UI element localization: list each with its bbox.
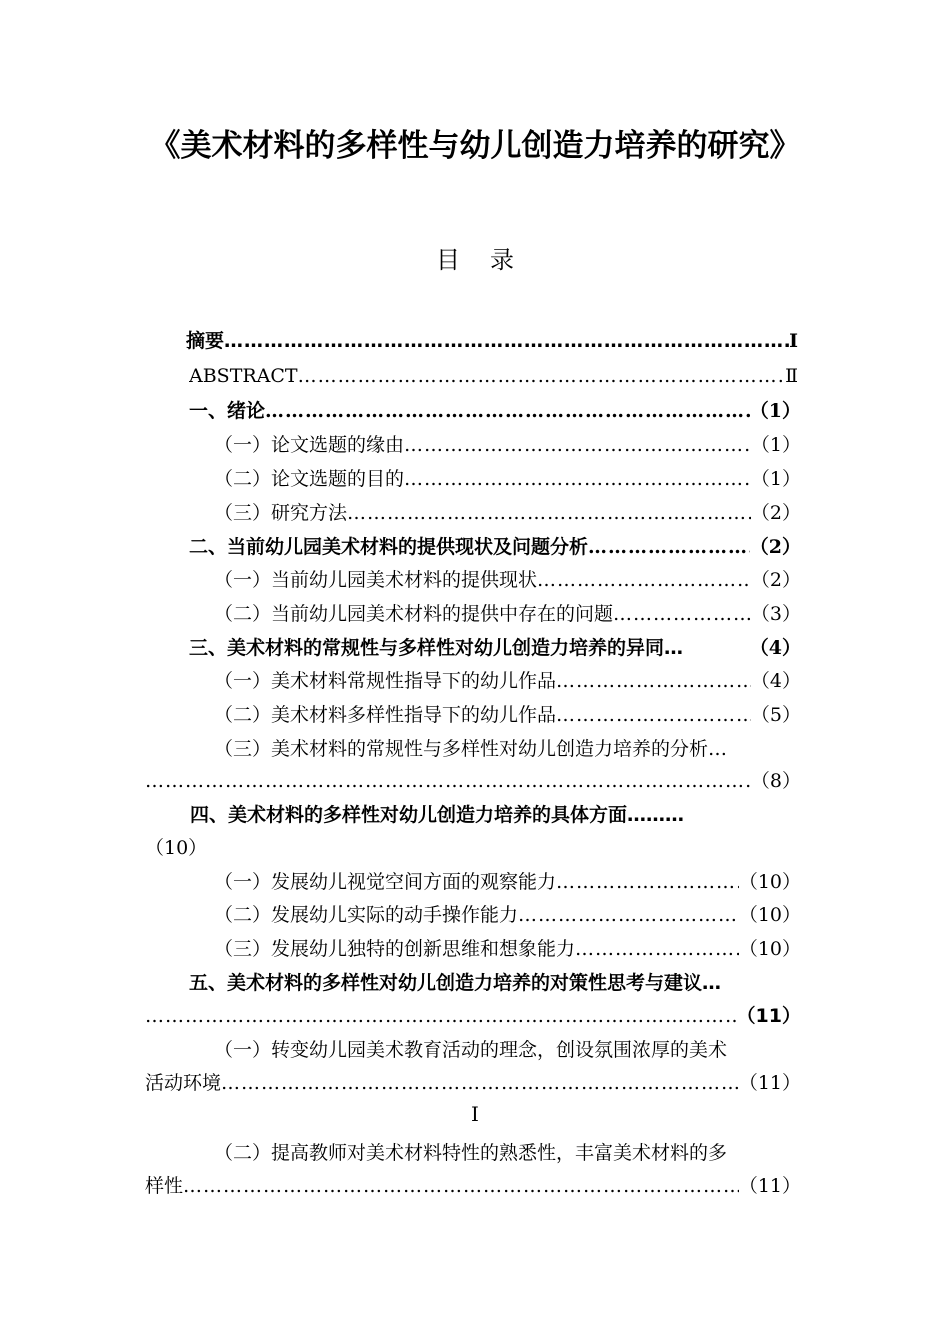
leader-dots [404,430,751,460]
toc-entry-section-4-1[interactable]: （一）发展幼儿视觉空间方面的观察能力 ……………………………………………………………………………………………………………………………………… （10） [214,867,801,897]
toc-entry-section-5-1[interactable]: （一）转变幼儿园美术教育活动的理念，创设氛围浓厚的美术 [214,1039,728,1061]
document-title: 《美术材料的多样性与幼儿创造力培养的研究》 [149,128,801,164]
toc-entry-section-5[interactable]: 五、美术材料的多样性对幼儿创造力培养的对策性思考与建议… [189,972,722,994]
leader-dots [537,565,751,595]
toc-entry-abstract-cn[interactable]: 摘要 ……………………………………………………………………………………………………………………………………… Ⅰ [186,326,798,356]
leader-dots [145,1001,737,1031]
toc-entry-section-1-3[interactable]: （三）研究方法 ……………………………………………………………………………………………………………………………………… （2） [214,498,801,528]
leader-dots [404,464,751,494]
toc-entry-section-4-2[interactable]: （二）发展幼儿实际的动手操作能力 ……………………………………………………………………………………………………………………………………… （10） [214,900,801,930]
toc-entry-section-2-2[interactable]: （二）当前幼儿园美术材料的提供中存在的问题 ……………………………………………………………………………………………………………………………………… （3） [214,599,801,629]
leader-dots [518,900,739,930]
toc-entry-section-5-2-cont[interactable]: 样性 ……………………………………………………………………………………………………………………………………… （11） [145,1171,801,1201]
leader-dots [224,326,789,356]
toc-entry-section-5-2[interactable]: （二）提高教师对美术材料特性的熟悉性，丰富美术材料的多 [214,1142,728,1164]
toc-entry-section-1-2[interactable]: （二）论文选题的目的 ……………………………………………………………………………………………………………………………………… （1） [214,464,801,494]
leader-dots [183,1171,739,1201]
leader-dots [221,1068,739,1098]
toc-entry-section-4-page[interactable]: （10） [145,837,208,859]
toc-entry-section-3-3-cont[interactable]: ……………………………………………………………………………………………………………………………………… （8） [145,766,801,796]
toc-entry-abstract-en[interactable]: ABSTRACT ……………………………………………………………………………………………………………………………………… Ⅱ [189,361,798,391]
leader-dots [298,361,785,391]
leader-dots [588,532,750,562]
leader-dots [575,934,739,964]
toc-entry-section-1-1[interactable]: （一）论文选题的缘由 ……………………………………………………………………………………………………………………………………… （1） [214,430,801,460]
toc-heading: 目录 [436,246,544,274]
toc-entry-section-3-3[interactable]: （三）美术材料的常规性与多样性对幼儿创造力培养的分析… [214,738,728,760]
leader-dots [347,498,751,528]
toc-entry-section-1[interactable]: 一、绪论 ……………………………………………………………………………………………………………………………………… （1） [189,396,801,426]
leader-dots [556,666,751,696]
toc-entry-section-5-1-cont[interactable]: 活动环境 ……………………………………………………………………………………………………………………………………… （11） [145,1068,801,1098]
toc-entry-section-4-3[interactable]: （三）发展幼儿独特的创新思维和想象能力 ……………………………………………………………………………………………………………………………………… （10） [214,934,801,964]
page-number: Ⅰ [471,1102,479,1126]
leader-dots [556,700,751,730]
toc-entry-section-2[interactable]: 二、当前幼儿园美术材料的提供现状及问题分析 ……………………………………………………………………………………………………………………………………… （2） [189,532,801,562]
toc-entry-section-3-1[interactable]: （一）美术材料常规性指导下的幼儿作品 ……………………………………………………………………………………………………………………………………… （4） [214,666,801,696]
leader-dots [265,396,750,426]
toc-entry-section-5-cont[interactable]: ……………………………………………………………………………………………………………………………………… （11） [145,1001,801,1031]
toc-entry-section-3[interactable]: 三、美术材料的常规性与多样性对幼儿创造力培养的异同… （4） [189,637,801,659]
toc-entry-section-4[interactable]: 四、美术材料的多样性对幼儿创造力培养的具体方面……… [190,804,685,826]
leader-dots [556,867,739,897]
toc-entry-section-2-1[interactable]: （一）当前幼儿园美术材料的提供现状 ……………………………………………………………………………………………………………………………………… （2） [214,565,801,595]
leader-dots [145,766,751,796]
leader-dots [613,599,751,629]
toc-entry-section-3-2[interactable]: （二）美术材料多样性指导下的幼儿作品 ……………………………………………………………………………………………………………………………………… （5） [214,700,801,730]
